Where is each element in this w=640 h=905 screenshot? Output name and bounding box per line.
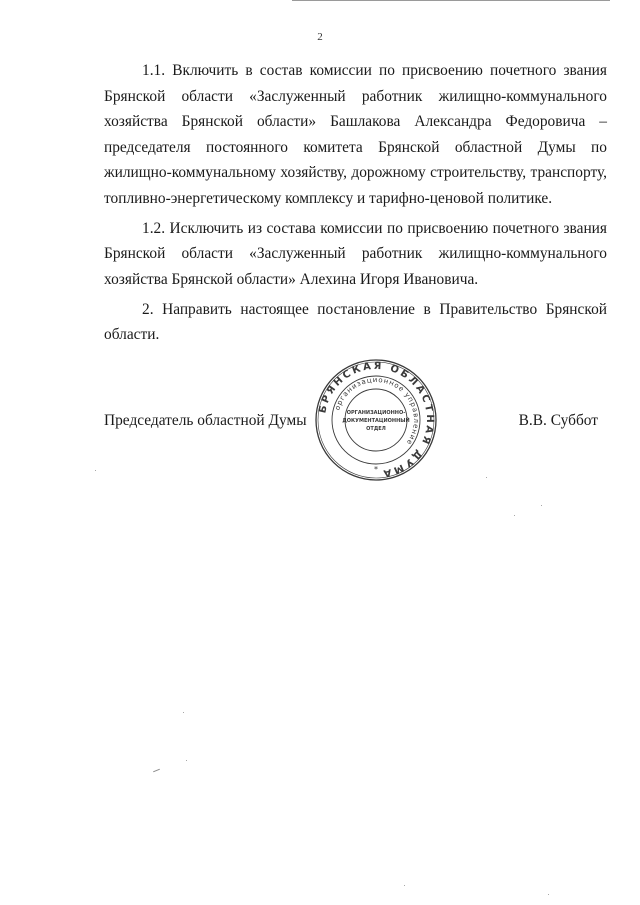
paragraph-2: 2. Направить настоящее постановление в Правительство Брянской области. <box>104 300 607 343</box>
scan-speck <box>541 505 542 506</box>
scan-speck <box>486 477 487 478</box>
seal-star-icon: * <box>374 465 378 474</box>
seal-center-line-1: ОРГАНИЗАЦИОННО- <box>346 410 406 416</box>
document-body <box>104 58 607 352</box>
scan-mark <box>153 769 160 773</box>
scan-speck <box>183 712 184 713</box>
seal-center-line-3: ОТДЕЛ <box>366 426 386 432</box>
signature-name: В.В. Суббот <box>518 412 598 429</box>
paragraph-1-1: 1.1. Включить в состав комиссии по присвоению почетного звания Брянской области «Заслуженный работник жилищно-коммунального хозяйства Брянской области» Башлакова Александра Федоровича – председателя постоянного комитета Брянской областной Думы по жилищно-коммунальному хозяйству, дорожному строительству, транспорту, топливно-энергетическому комплексу и тарифно-ценовой политике. <box>104 62 607 207</box>
paragraph-1-2: 1.2. Исключить из состава комиссии по присвоению почетного звания Брянской области «Заслуженный работник жилищно-коммунального хозяйства Брянской области» Алехина Игоря Ивановича. <box>104 219 607 288</box>
seal-inner-text: организационное управление <box>333 375 421 447</box>
signature-role: Председатель областной Думы <box>104 412 307 429</box>
official-seal-graphic <box>314 358 438 482</box>
seal-outer-text: БРЯНСКАЯ ОБЛАСТНАЯ ДУМА <box>317 360 436 479</box>
official-seal <box>314 358 438 482</box>
scan-edge-line <box>292 0 610 1</box>
scan-speck <box>186 760 187 761</box>
seal-center-line-2: ДОКУМЕНТАЦИОННЫЙ <box>342 418 410 424</box>
scan-speck <box>548 894 549 895</box>
scan-speck <box>95 470 96 471</box>
scan-speck <box>404 885 405 886</box>
scan-speck <box>514 515 515 516</box>
page-number: 2 <box>317 31 323 43</box>
